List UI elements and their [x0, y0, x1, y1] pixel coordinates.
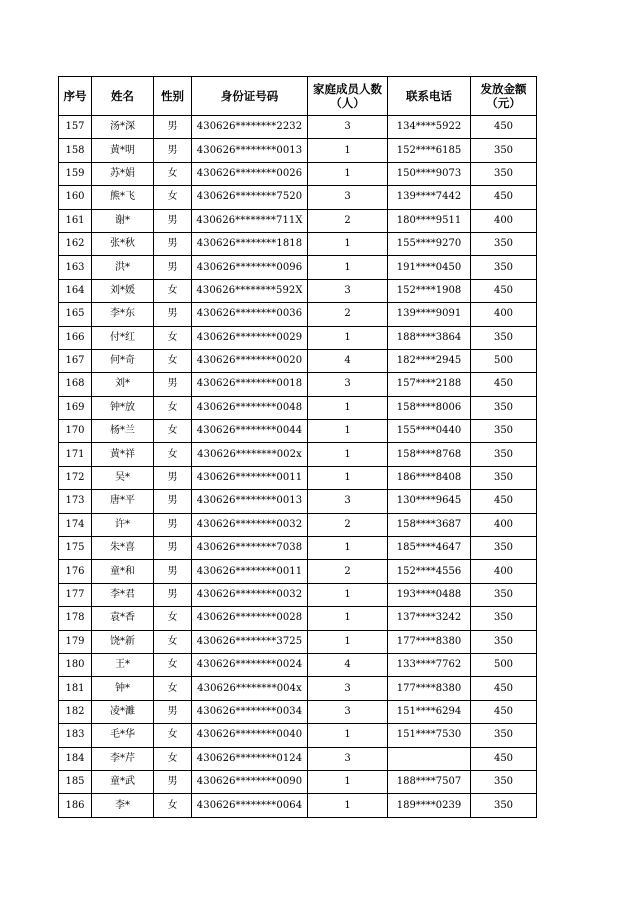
cell-name: 付*红: [92, 326, 154, 349]
cell-seq: 169: [59, 396, 92, 419]
cell-phone: 151****6294: [388, 700, 471, 723]
cell-name: 谢*: [92, 209, 154, 232]
cell-amount: 450: [471, 700, 537, 723]
cell-id-number: 430626********711X: [192, 209, 308, 232]
cell-id-number: 430626********0020: [192, 349, 308, 372]
cell-seq: 176: [59, 560, 92, 583]
table-body: [59, 116, 537, 818]
cell-phone: 134****5922: [388, 116, 471, 139]
table-row: [59, 139, 537, 162]
cell-family-size: 3: [308, 677, 388, 700]
cell-gender: 男: [154, 583, 192, 606]
cell-seq: 164: [59, 279, 92, 302]
cell-phone: 139****9091: [388, 303, 471, 326]
table-row: [59, 209, 537, 232]
cell-family-size: 3: [308, 186, 388, 209]
cell-gender: 女: [154, 607, 192, 630]
cell-amount: 350: [471, 537, 537, 560]
cell-gender: 女: [154, 747, 192, 770]
table-row: [59, 279, 537, 302]
cell-seq: 167: [59, 349, 92, 372]
cell-id-number: 430626********0011: [192, 466, 308, 489]
cell-phone: [388, 747, 471, 770]
cell-phone: 188****7507: [388, 770, 471, 793]
cell-family-size: 1: [308, 537, 388, 560]
cell-seq: 183: [59, 724, 92, 747]
table-row: [59, 396, 537, 419]
cell-id-number: 430626********0032: [192, 513, 308, 536]
cell-family-size: 1: [308, 770, 388, 793]
cell-phone: 180****9511: [388, 209, 471, 232]
header-name: 姓名: [92, 77, 154, 116]
cell-id-number: 430626********2232: [192, 116, 308, 139]
cell-gender: 男: [154, 209, 192, 232]
cell-gender: 男: [154, 560, 192, 583]
cell-gender: 女: [154, 724, 192, 747]
cell-amount: 350: [471, 139, 537, 162]
cell-gender: 男: [154, 256, 192, 279]
cell-name: 袁*香: [92, 607, 154, 630]
table-row: [59, 373, 537, 396]
cell-family-size: 2: [308, 209, 388, 232]
cell-phone: 157****2188: [388, 373, 471, 396]
cell-phone: 152****6185: [388, 139, 471, 162]
cell-gender: 男: [154, 139, 192, 162]
cell-name: 张*秋: [92, 232, 154, 255]
cell-seq: 168: [59, 373, 92, 396]
cell-phone: 191****0450: [388, 256, 471, 279]
cell-id-number: 430626********3725: [192, 630, 308, 653]
cell-seq: 185: [59, 770, 92, 793]
cell-id-number: 430626********7520: [192, 186, 308, 209]
table-row: [59, 700, 537, 723]
cell-gender: 男: [154, 232, 192, 255]
cell-id-number: 430626********0026: [192, 162, 308, 185]
cell-amount: 450: [471, 279, 537, 302]
cell-phone: 152****4556: [388, 560, 471, 583]
cell-name: 汤*深: [92, 116, 154, 139]
cell-amount: 350: [471, 466, 537, 489]
cell-gender: 女: [154, 443, 192, 466]
cell-name: 饶*新: [92, 630, 154, 653]
cell-gender: 女: [154, 420, 192, 443]
cell-seq: 182: [59, 700, 92, 723]
cell-seq: 180: [59, 653, 92, 676]
table-row: [59, 116, 537, 139]
cell-phone: 130****9645: [388, 490, 471, 513]
cell-name: 李*芹: [92, 747, 154, 770]
table-row: [59, 770, 537, 793]
cell-phone: 182****2945: [388, 349, 471, 372]
header-row: [59, 77, 537, 116]
cell-name: 熊*飞: [92, 186, 154, 209]
table-row: [59, 537, 537, 560]
cell-amount: 350: [471, 420, 537, 443]
cell-gender: 女: [154, 794, 192, 817]
cell-amount: 350: [471, 256, 537, 279]
cell-name: 吴*: [92, 466, 154, 489]
header-id-number: 身份证号码: [192, 77, 308, 116]
table-row: [59, 326, 537, 349]
cell-phone: 155****9270: [388, 232, 471, 255]
cell-family-size: 1: [308, 256, 388, 279]
cell-id-number: 430626********0124: [192, 747, 308, 770]
cell-name: 童*和: [92, 560, 154, 583]
cell-family-size: 1: [308, 162, 388, 185]
cell-gender: 男: [154, 490, 192, 513]
table-row: [59, 490, 537, 513]
cell-family-size: 1: [308, 794, 388, 817]
cell-seq: 184: [59, 747, 92, 770]
cell-phone: 189****0239: [388, 794, 471, 817]
cell-seq: 181: [59, 677, 92, 700]
cell-phone: 177****8380: [388, 630, 471, 653]
table-row: [59, 724, 537, 747]
cell-family-size: 2: [308, 513, 388, 536]
cell-name: 许*: [92, 513, 154, 536]
cell-gender: 女: [154, 186, 192, 209]
cell-family-size: 1: [308, 139, 388, 162]
cell-name: 苏*娟: [92, 162, 154, 185]
cell-family-size: 2: [308, 560, 388, 583]
cell-phone: 155****0440: [388, 420, 471, 443]
cell-seq: 173: [59, 490, 92, 513]
cell-amount: 500: [471, 653, 537, 676]
cell-name: 李*: [92, 794, 154, 817]
cell-amount: 350: [471, 770, 537, 793]
cell-id-number: 430626********1818: [192, 232, 308, 255]
cell-amount: 350: [471, 630, 537, 653]
cell-family-size: 4: [308, 349, 388, 372]
cell-gender: 女: [154, 630, 192, 653]
cell-name: 刘*媛: [92, 279, 154, 302]
cell-family-size: 1: [308, 607, 388, 630]
table-row: [59, 186, 537, 209]
cell-amount: 450: [471, 186, 537, 209]
cell-seq: 174: [59, 513, 92, 536]
cell-amount: 450: [471, 747, 537, 770]
table-row: [59, 630, 537, 653]
header-seq: 序号: [59, 77, 92, 116]
cell-amount: 450: [471, 373, 537, 396]
cell-seq: 175: [59, 537, 92, 560]
cell-phone: 152****1908: [388, 279, 471, 302]
cell-amount: 350: [471, 443, 537, 466]
cell-amount: 350: [471, 583, 537, 606]
cell-id-number: 430626********0032: [192, 583, 308, 606]
cell-family-size: 4: [308, 653, 388, 676]
cell-gender: 男: [154, 700, 192, 723]
cell-seq: 171: [59, 443, 92, 466]
cell-gender: 男: [154, 466, 192, 489]
table-row: [59, 653, 537, 676]
cell-amount: 450: [471, 490, 537, 513]
cell-family-size: 1: [308, 630, 388, 653]
cell-gender: 女: [154, 677, 192, 700]
cell-phone: 186****8408: [388, 466, 471, 489]
cell-id-number: 430626********0090: [192, 770, 308, 793]
cell-seq: 186: [59, 794, 92, 817]
cell-family-size: 1: [308, 396, 388, 419]
table-row: [59, 607, 537, 630]
cell-id-number: 430626********0029: [192, 326, 308, 349]
cell-name: 杨*兰: [92, 420, 154, 443]
cell-id-number: 430626********002x: [192, 443, 308, 466]
cell-phone: 158****3687: [388, 513, 471, 536]
cell-seq: 179: [59, 630, 92, 653]
cell-seq: 157: [59, 116, 92, 139]
cell-seq: 163: [59, 256, 92, 279]
cell-seq: 162: [59, 232, 92, 255]
cell-gender: 女: [154, 279, 192, 302]
cell-seq: 159: [59, 162, 92, 185]
cell-phone: 151****7530: [388, 724, 471, 747]
cell-gender: 男: [154, 770, 192, 793]
cell-seq: 177: [59, 583, 92, 606]
table-row: [59, 747, 537, 770]
cell-gender: 男: [154, 116, 192, 139]
cell-amount: 400: [471, 303, 537, 326]
cell-seq: 165: [59, 303, 92, 326]
cell-family-size: 3: [308, 279, 388, 302]
cell-family-size: 3: [308, 747, 388, 770]
cell-seq: 158: [59, 139, 92, 162]
cell-gender: 男: [154, 513, 192, 536]
cell-seq: 170: [59, 420, 92, 443]
cell-id-number: 430626********0036: [192, 303, 308, 326]
cell-name: 凌*濉: [92, 700, 154, 723]
cell-name: 洪*: [92, 256, 154, 279]
cell-phone: 188****3864: [388, 326, 471, 349]
cell-family-size: 1: [308, 466, 388, 489]
cell-family-size: 3: [308, 490, 388, 513]
cell-phone: 158****8768: [388, 443, 471, 466]
cell-phone: 133****7762: [388, 653, 471, 676]
cell-id-number: 430626********0011: [192, 560, 308, 583]
cell-seq: 160: [59, 186, 92, 209]
cell-amount: 350: [471, 794, 537, 817]
cell-gender: 女: [154, 349, 192, 372]
table-row: [59, 513, 537, 536]
cell-amount: 400: [471, 560, 537, 583]
cell-phone: 177****8380: [388, 677, 471, 700]
cell-family-size: 3: [308, 700, 388, 723]
cell-family-size: 1: [308, 724, 388, 747]
table-row: [59, 677, 537, 700]
cell-amount: 350: [471, 724, 537, 747]
cell-phone: 185****4647: [388, 537, 471, 560]
table-row: [59, 232, 537, 255]
cell-gender: 男: [154, 303, 192, 326]
table-row: [59, 443, 537, 466]
cell-seq: 172: [59, 466, 92, 489]
cell-name: 毛*华: [92, 724, 154, 747]
table-row: [59, 420, 537, 443]
table-row: [59, 560, 537, 583]
cell-id-number: 430626********0028: [192, 607, 308, 630]
cell-amount: 450: [471, 677, 537, 700]
cell-id-number: 430626********0064: [192, 794, 308, 817]
cell-family-size: 1: [308, 420, 388, 443]
cell-family-size: 3: [308, 116, 388, 139]
cell-id-number: 430626********7038: [192, 537, 308, 560]
cell-phone: 158****8006: [388, 396, 471, 419]
cell-id-number: 430626********0044: [192, 420, 308, 443]
cell-name: 李*君: [92, 583, 154, 606]
cell-gender: 男: [154, 537, 192, 560]
header-gender: 性别: [154, 77, 192, 116]
cell-id-number: 430626********0018: [192, 373, 308, 396]
cell-phone: 150****9073: [388, 162, 471, 185]
cell-id-number: 430626********0034: [192, 700, 308, 723]
cell-gender: 女: [154, 653, 192, 676]
cell-name: 刘*: [92, 373, 154, 396]
cell-amount: 350: [471, 396, 537, 419]
cell-name: 何*奇: [92, 349, 154, 372]
header-amount: 发放金额（元）: [471, 77, 537, 116]
cell-name: 朱*喜: [92, 537, 154, 560]
cell-gender: 女: [154, 162, 192, 185]
table-row: [59, 256, 537, 279]
cell-gender: 男: [154, 373, 192, 396]
header-family-size: 家庭成员人数（人）: [308, 77, 388, 116]
cell-amount: 500: [471, 349, 537, 372]
cell-phone: 139****7442: [388, 186, 471, 209]
cell-amount: 400: [471, 209, 537, 232]
header-phone: 联系电话: [388, 77, 471, 116]
cell-seq: 166: [59, 326, 92, 349]
cell-name: 唐*平: [92, 490, 154, 513]
cell-seq: 178: [59, 607, 92, 630]
cell-amount: 400: [471, 513, 537, 536]
cell-id-number: 430626********0013: [192, 139, 308, 162]
cell-id-number: 430626********0040: [192, 724, 308, 747]
cell-gender: 女: [154, 326, 192, 349]
cell-family-size: 1: [308, 232, 388, 255]
cell-family-size: 1: [308, 326, 388, 349]
subsidy-table: [58, 76, 537, 818]
cell-phone: 193****0488: [388, 583, 471, 606]
cell-id-number: 430626********0024: [192, 653, 308, 676]
cell-family-size: 1: [308, 443, 388, 466]
table-header: [59, 77, 537, 116]
cell-name: 李*东: [92, 303, 154, 326]
cell-amount: 350: [471, 326, 537, 349]
cell-id-number: 430626********0048: [192, 396, 308, 419]
table-row: [59, 349, 537, 372]
cell-amount: 350: [471, 607, 537, 630]
cell-gender: 女: [154, 396, 192, 419]
cell-phone: 137****3242: [388, 607, 471, 630]
cell-name: 王*: [92, 653, 154, 676]
cell-name: 童*武: [92, 770, 154, 793]
cell-name: 黄*明: [92, 139, 154, 162]
cell-id-number: 430626********004x: [192, 677, 308, 700]
table-row: [59, 303, 537, 326]
table-row: [59, 466, 537, 489]
cell-id-number: 430626********0013: [192, 490, 308, 513]
cell-family-size: 1: [308, 583, 388, 606]
table-row: [59, 162, 537, 185]
cell-family-size: 2: [308, 303, 388, 326]
cell-name: 钟*放: [92, 396, 154, 419]
cell-id-number: 430626********592X: [192, 279, 308, 302]
cell-name: 钟*: [92, 677, 154, 700]
cell-family-size: 3: [308, 373, 388, 396]
cell-name: 黄*祥: [92, 443, 154, 466]
cell-amount: 350: [471, 162, 537, 185]
cell-amount: 350: [471, 232, 537, 255]
table-row: [59, 583, 537, 606]
table-row: [59, 794, 537, 817]
cell-seq: 161: [59, 209, 92, 232]
cell-id-number: 430626********0096: [192, 256, 308, 279]
cell-amount: 450: [471, 116, 537, 139]
